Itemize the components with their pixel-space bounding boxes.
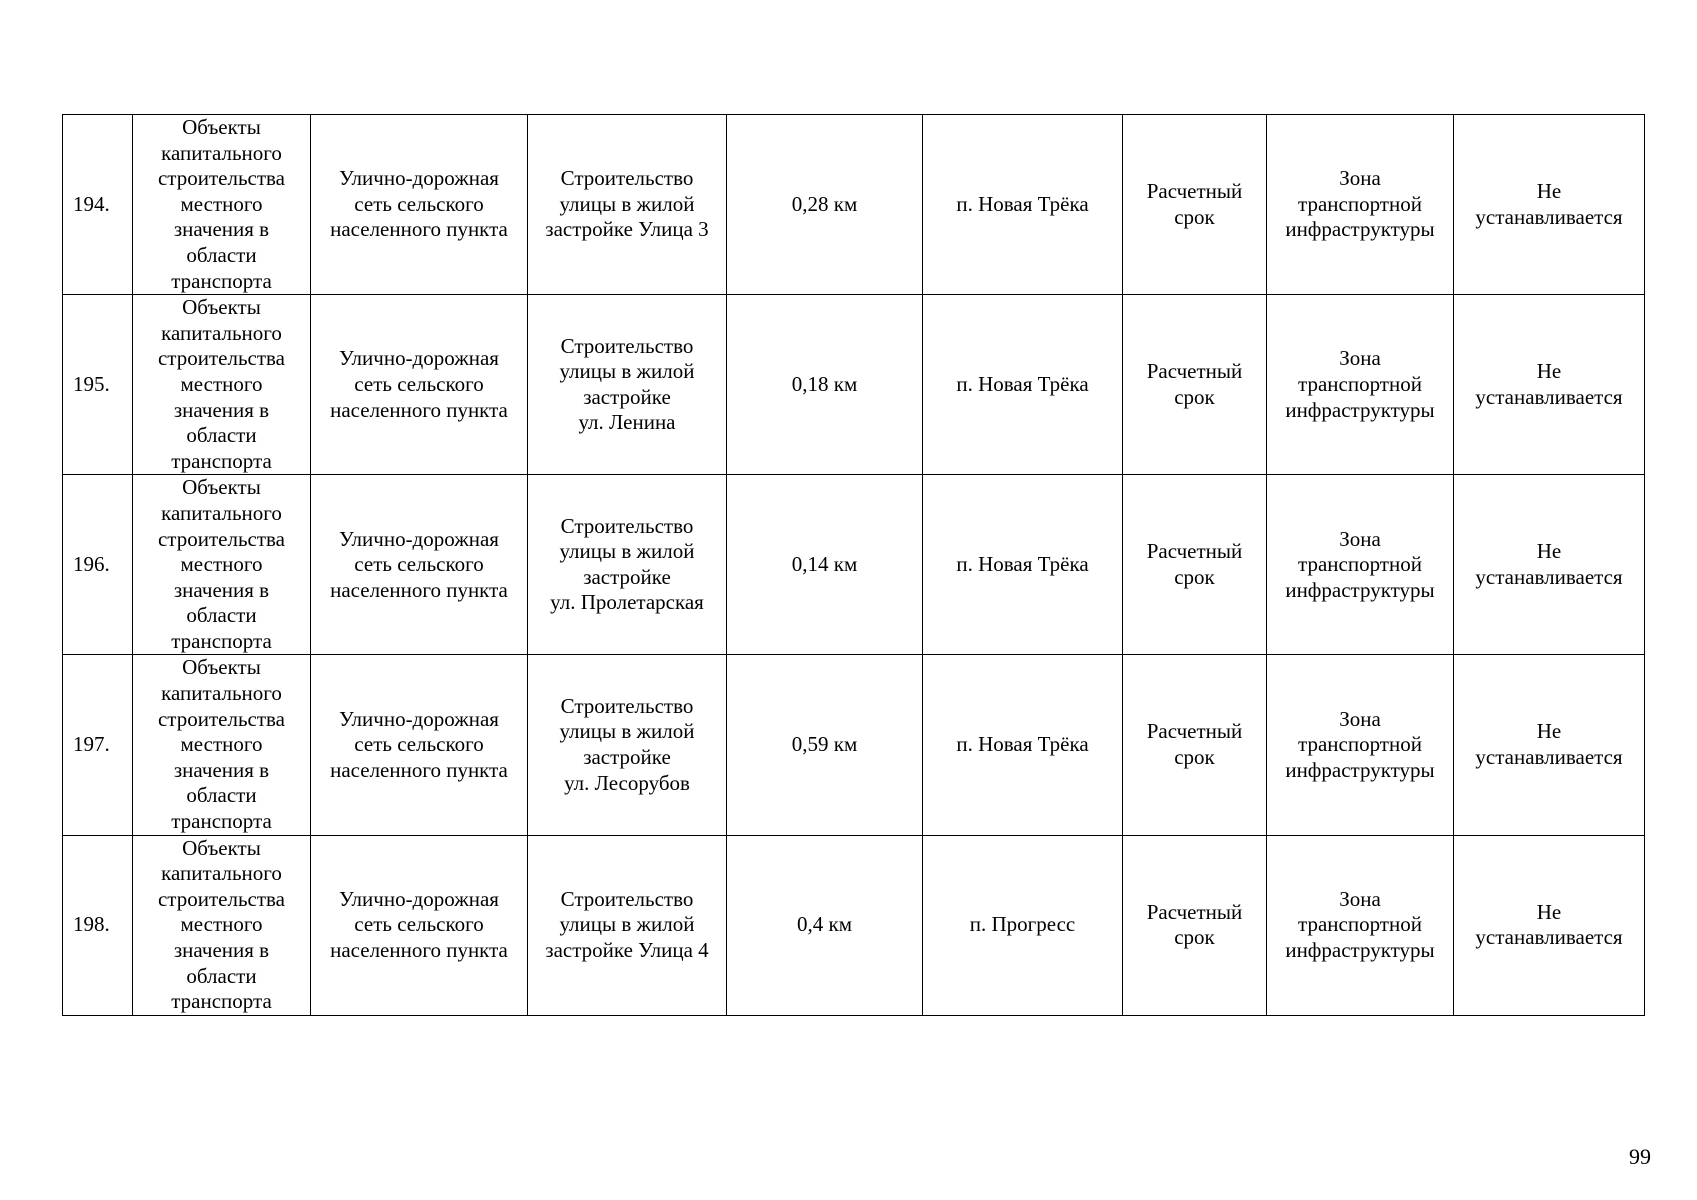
zone-cell: [1267, 655, 1454, 835]
cell-line: капитального: [161, 140, 282, 165]
cell-line: области: [186, 603, 257, 628]
cell-line: Не: [1536, 539, 1562, 564]
description-cell: [528, 115, 727, 295]
cell-line: застройке: [583, 745, 671, 770]
description-cell: [528, 295, 727, 475]
cell-line: Расчетный: [1146, 899, 1243, 924]
cell-line: транспорта: [171, 268, 272, 293]
cell-line: сеть сельского: [354, 191, 484, 216]
cell-line: устанавливается: [1475, 925, 1623, 950]
cell-line: ул. Лесорубов: [564, 770, 690, 795]
cell-line: Объекты: [182, 655, 261, 680]
cell-line: Объекты: [182, 295, 261, 320]
cell-line: Не: [1536, 899, 1562, 924]
cell-line: строительства: [157, 166, 285, 191]
cell-line: срок: [1174, 925, 1215, 950]
cell-line: транспортной: [1298, 191, 1422, 216]
cell-line: строительства: [157, 346, 285, 371]
length-cell: 0,4 км: [727, 835, 923, 1015]
cell-line: области: [186, 963, 257, 988]
cell-line: транспортной: [1298, 732, 1422, 757]
cell-line: значения в: [173, 577, 270, 602]
description-cell: [528, 655, 727, 835]
cell-line: Строительство: [560, 886, 694, 911]
cell-line: сеть сельского: [354, 912, 484, 937]
cell-line: транспорта: [171, 989, 272, 1014]
row-number: 197.: [63, 655, 133, 835]
location-cell: п. Новая Трёка: [923, 475, 1123, 655]
cell-line: Не: [1536, 178, 1562, 203]
cell-line: местного: [180, 191, 263, 216]
location-cell: п. Новая Трёка: [923, 295, 1123, 475]
cell-line: ул. Пролетарская: [550, 590, 704, 615]
cell-line: местного: [180, 371, 263, 396]
table-body: [63, 115, 1645, 1016]
zone-cell: [1267, 115, 1454, 295]
category-cell: [311, 295, 528, 475]
cell-line: транспорта: [171, 809, 272, 834]
cell-line: транспортной: [1298, 371, 1422, 396]
cell-line: сеть сельского: [354, 552, 484, 577]
cell-line: Зона: [1339, 886, 1381, 911]
cell-line: капитального: [161, 500, 282, 525]
cell-line: Зона: [1339, 166, 1381, 191]
cell-line: строительства: [157, 706, 285, 731]
location-cell: п. Новая Трёка: [923, 115, 1123, 295]
cell-line: инфраструктуры: [1285, 217, 1435, 242]
cell-line: капитального: [161, 681, 282, 706]
objects-table: [62, 114, 1645, 1016]
cell-line: значения в: [173, 757, 270, 782]
cell-line: местного: [180, 552, 263, 577]
location-cell: п. Прогресс: [923, 835, 1123, 1015]
object-type-cell: [133, 115, 311, 295]
cell-line: области: [186, 423, 257, 448]
cell-line: Не: [1536, 719, 1562, 744]
cell-line: Расчетный: [1146, 719, 1243, 744]
row-number: 196.: [63, 475, 133, 655]
category-cell: [311, 835, 528, 1015]
table-row: [63, 835, 1645, 1015]
protection-zone-cell: [1454, 655, 1645, 835]
cell-line: строительства: [157, 526, 285, 551]
table-row: [63, 115, 1645, 295]
cell-line: капитального: [161, 861, 282, 886]
term-cell: [1123, 115, 1267, 295]
zone-cell: [1267, 475, 1454, 655]
object-type-cell: [133, 835, 311, 1015]
category-cell: [311, 475, 528, 655]
cell-line: срок: [1174, 204, 1215, 229]
cell-line: Строительство: [560, 693, 694, 718]
cell-line: застройке Улица 3: [545, 217, 709, 242]
cell-line: застройке: [583, 384, 671, 409]
cell-line: улицы в жилой: [559, 191, 695, 216]
description-cell: [528, 835, 727, 1015]
term-cell: [1123, 295, 1267, 475]
row-number: 194.: [63, 115, 133, 295]
cell-line: области: [186, 783, 257, 808]
cell-line: Зона: [1339, 526, 1381, 551]
term-cell: [1123, 475, 1267, 655]
protection-zone-cell: [1454, 115, 1645, 295]
cell-line: устанавливается: [1475, 204, 1623, 229]
length-cell: 0,18 км: [727, 295, 923, 475]
protection-zone-cell: [1454, 475, 1645, 655]
cell-line: Строительство: [560, 513, 694, 538]
cell-line: улицы в жилой: [559, 912, 695, 937]
cell-line: срок: [1174, 745, 1215, 770]
cell-line: Зона: [1339, 706, 1381, 731]
object-type-cell: [133, 655, 311, 835]
cell-line: Расчетный: [1146, 178, 1243, 203]
cell-line: улицы в жилой: [559, 719, 695, 744]
cell-line: населенного пункта: [330, 757, 508, 782]
cell-line: капитального: [161, 320, 282, 345]
table-row: [63, 295, 1645, 475]
cell-line: инфраструктуры: [1285, 577, 1435, 602]
cell-line: Строительство: [560, 166, 694, 191]
cell-line: значения в: [173, 397, 270, 422]
cell-line: улицы в жилой: [559, 539, 695, 564]
cell-line: области: [186, 242, 257, 267]
cell-line: местного: [180, 912, 263, 937]
cell-line: Расчетный: [1146, 359, 1243, 384]
category-cell: [311, 115, 528, 295]
term-cell: [1123, 835, 1267, 1015]
cell-line: инфраструктуры: [1285, 397, 1435, 422]
page-number: 99: [1629, 1144, 1651, 1169]
cell-line: транспорта: [171, 628, 272, 653]
category-cell: [311, 655, 528, 835]
cell-line: Не: [1536, 359, 1562, 384]
cell-line: сеть сельского: [354, 732, 484, 757]
cell-line: населенного пункта: [330, 938, 508, 962]
object-type-cell: [133, 475, 311, 655]
cell-line: устанавливается: [1475, 564, 1623, 589]
cell-line: Строительство: [560, 333, 694, 358]
cell-line: населенного пункта: [330, 217, 508, 242]
cell-line: значения в: [173, 217, 270, 242]
term-cell: [1123, 655, 1267, 835]
length-cell: 0,59 км: [727, 655, 923, 835]
table-row: [63, 475, 1645, 655]
cell-line: населенного пункта: [330, 577, 508, 602]
length-cell: 0,14 км: [727, 475, 923, 655]
protection-zone-cell: [1454, 835, 1645, 1015]
cell-line: застройке Улица 4: [545, 938, 709, 962]
cell-line: Улично-дорожная: [339, 706, 499, 731]
protection-zone-cell: [1454, 295, 1645, 475]
cell-line: инфраструктуры: [1285, 938, 1435, 962]
table-row: [63, 655, 1645, 835]
cell-line: Объекты: [182, 835, 261, 860]
cell-line: Расчетный: [1146, 539, 1243, 564]
cell-line: улицы в жилой: [559, 359, 695, 384]
cell-line: Улично-дорожная: [339, 526, 499, 551]
cell-line: Объекты: [182, 475, 261, 500]
cell-line: устанавливается: [1475, 384, 1623, 409]
cell-line: устанавливается: [1475, 745, 1623, 770]
row-number: 195.: [63, 295, 133, 475]
cell-line: Объекты: [182, 115, 261, 139]
cell-line: застройке: [583, 564, 671, 589]
cell-line: Улично-дорожная: [339, 166, 499, 191]
cell-line: инфраструктуры: [1285, 757, 1435, 782]
cell-line: населенного пункта: [330, 397, 508, 422]
cell-line: местного: [180, 732, 263, 757]
cell-line: транспортной: [1298, 552, 1422, 577]
location-cell: п. Новая Трёка: [923, 655, 1123, 835]
cell-line: транспортной: [1298, 912, 1422, 937]
object-type-cell: [133, 295, 311, 475]
cell-line: срок: [1174, 564, 1215, 589]
cell-line: ул. Ленина: [578, 410, 676, 435]
length-cell: 0,28 км: [727, 115, 923, 295]
cell-line: Улично-дорожная: [339, 886, 499, 911]
cell-line: Улично-дорожная: [339, 346, 499, 371]
zone-cell: [1267, 295, 1454, 475]
cell-line: Зона: [1339, 346, 1381, 371]
cell-line: значения в: [173, 938, 270, 962]
zone-cell: [1267, 835, 1454, 1015]
cell-line: транспорта: [171, 448, 272, 473]
description-cell: [528, 475, 727, 655]
row-number: 198.: [63, 835, 133, 1015]
cell-line: строительства: [157, 886, 285, 911]
cell-line: сеть сельского: [354, 371, 484, 396]
cell-line: срок: [1174, 384, 1215, 409]
